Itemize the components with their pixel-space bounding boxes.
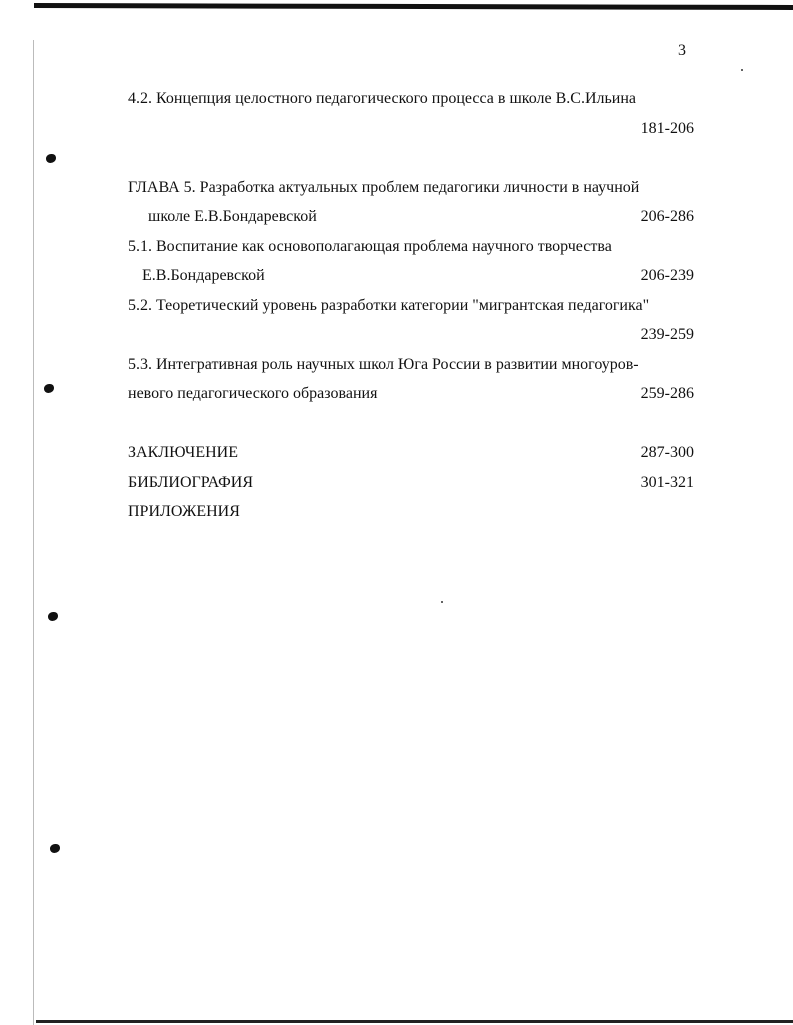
left-margin-line — [33, 40, 34, 1025]
toc-entry-pages: 206-286 — [640, 208, 694, 225]
toc-entry-4-2 — [128, 84, 694, 114]
bottom-border-line — [36, 1020, 793, 1023]
punch-hole-mark — [46, 154, 56, 163]
toc-entry-title-continued: невого педагогического образования — [128, 385, 378, 402]
top-border-line — [34, 3, 793, 10]
toc-entry-4-2-pages-row — [128, 114, 694, 144]
toc-entry-title-continued: школе Е.В.Бондаревской — [148, 208, 317, 225]
toc-entry-title: 5.1. Воспитание как основополагающая проблема научного творчества — [128, 237, 612, 255]
toc-entry-title-continued: Е.В.Бондаревской — [142, 267, 265, 284]
toc-entry-pages: 181-206 — [640, 119, 694, 137]
toc-entry-title: 5.3. Интегративная роль научных школ Юга России в развитии многоуров- — [128, 355, 639, 373]
toc-entry-5-1-continued — [128, 261, 694, 291]
punch-hole-mark — [44, 384, 54, 393]
toc-entry-5-1 — [128, 232, 694, 262]
scan-speck — [741, 69, 743, 71]
toc-entry-conclusion — [128, 438, 694, 468]
toc-entry-5-3 — [128, 350, 694, 380]
toc-entry-pages: 287-300 — [640, 444, 694, 461]
toc-entry-5-2-pages-row — [128, 320, 694, 350]
punch-hole-mark — [48, 612, 58, 621]
toc-entry-pages: 239-259 — [640, 326, 694, 343]
toc-entry-chapter-5-continued — [128, 202, 694, 232]
toc-entry-pages: 301-321 — [640, 473, 694, 491]
toc-entry-bibliography — [128, 468, 694, 498]
toc-entry-title: БИБЛИОГРАФИЯ — [128, 473, 254, 491]
toc-entry-chapter-5 — [128, 173, 694, 203]
table-of-contents — [128, 84, 694, 527]
toc-entry-title: ЗАКЛЮЧЕНИЕ — [128, 444, 238, 461]
toc-entry-pages: 206-239 — [640, 267, 694, 284]
toc-entry-5-2 — [128, 291, 694, 321]
toc-entry-title: ПРИЛОЖЕНИЯ — [128, 503, 240, 520]
scan-speck — [441, 601, 443, 603]
toc-entry-title: ГЛАВА 5. Разработка актуальных проблем педагогики личности в научной — [128, 178, 640, 196]
page-number: 3 — [678, 42, 686, 59]
toc-entry-title: 4.2. Концепция целостного педагогического процесса в школе В.С.Ильина — [128, 90, 637, 107]
toc-entry-title: 5.2. Теоретический уровень разработки категории "мигрантская педагогика" — [128, 296, 650, 314]
toc-entry-appendices — [128, 497, 694, 527]
punch-hole-mark — [50, 844, 60, 853]
toc-entry-5-3-continued — [128, 379, 694, 409]
toc-entry-pages: 259-286 — [640, 385, 694, 402]
